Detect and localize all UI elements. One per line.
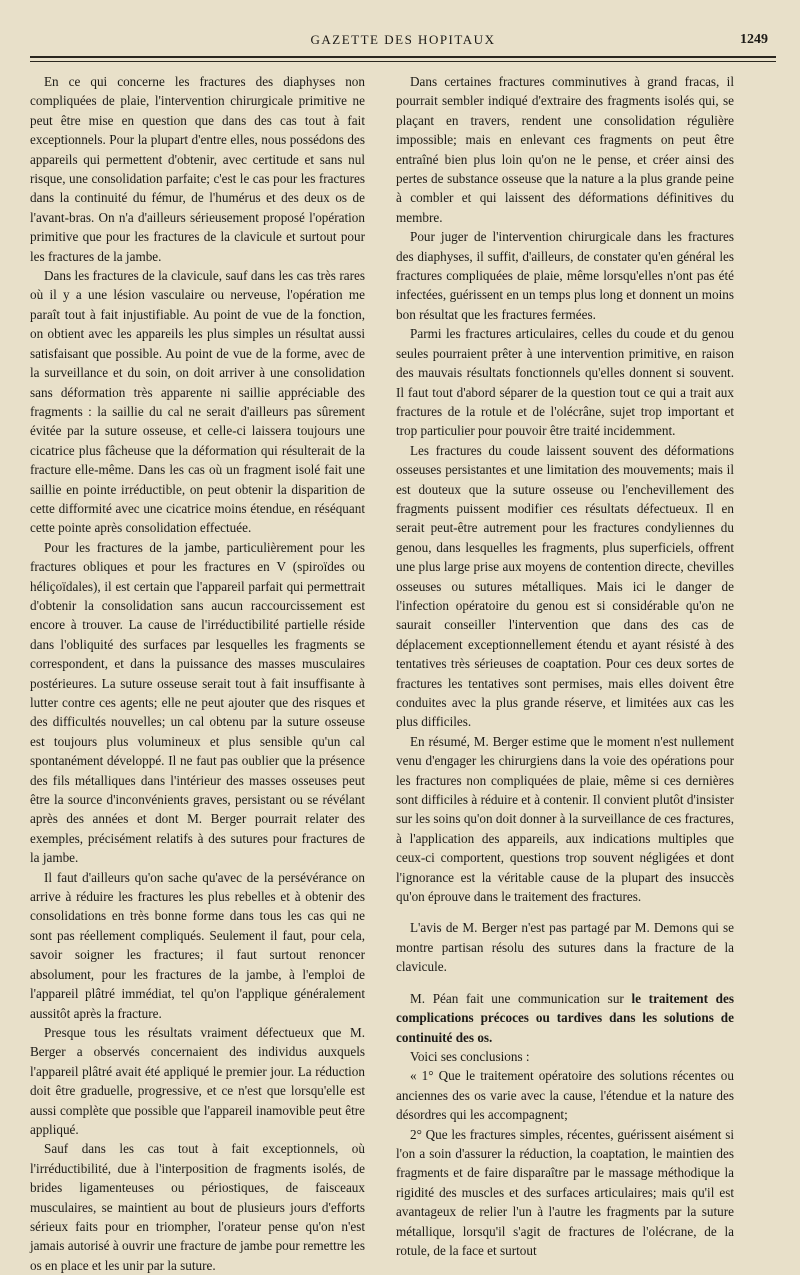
page-header: [30, 30, 776, 50]
pean-paragraph: [396, 989, 734, 1047]
right-column: [396, 72, 734, 1260]
paragraph: En résumé, M. Berger estime que le moment n'est nullement venu d'engager les chirurgiens dans la voie des opérations pour les fractures non compliquées de plaie, même si ces dernières sont difficiles à réduire et à contenir. Il convient plutôt d'insister sur les soins qu'on doit donner à la surveillance de ces fractures, à l'application des appareils, aux indications multiples que ceux-ci comportent, questions trop souvent négligées et dont l'ignorance est la véritable cause de la plupart des insuccès qu'on éprouve dans le traitement des fractures.: [396, 733, 734, 905]
paragraph: Pour juger de l'intervention chirurgicale dans les fractures des diaphyses, il suffit, d'ailleurs, de constater qu'en général les fractures compliquées de plaie, même lorsqu'elles n'ont pas été infectées, guérissent en un temps plus long et donnent un moins bon résultat que les fractures fermées.: [396, 229, 734, 322]
conclusions-intro: Voici ses conclusions :: [410, 1048, 530, 1064]
paragraph: Sauf dans les cas tout à fait exceptionnels, où l'irréductibilité, due à l'interposition de fragments isolés, de brides ligamenteuses ou périostiques, de faisceaux musculaires, se maintient au bout de plusieurs jours d'efforts sérieux faits pour en triompher, l'orateur pense qu'on n'est jamais autorisé à ouvrir une fracture de jambe pour remettre les os en place et les unir par la suture.: [30, 1141, 365, 1273]
paragraph: Les fractures du coude laissent souvent des déformations osseuses persistantes et une limitation des mouvements; mais il est douteux que la suture osseuse ou l'enchevillement des fragments puissent modifier ces résultats défectueux. Il en serait peut-être autrement pour les fractures condyliennes du genou, dans lesquelles les fragments, plus superficiels, offrent une plus large prise aux moyens de contention directe, chevilles osseuses ou sutures métalliques. Mais ici le danger de l'infection opératoire du genou est si considérable qu'on ne saurait conseiller l'intervention que dans des cas de déplacement exceptionnellement étendu et ayant résisté à des tentatives très sérieuses de coaptation. Pour ces deux sortes de fractures les tentatives sont permises, mais elles doivent être conduites avec la plus grande réserve, et limitées aux cas les plus difficiles.: [396, 442, 734, 730]
conclusion-item: « 1° Que le traitement opératoire des solutions récentes ou anciennes des os varie avec la cause, l'étendue et la nature des désordres qui les accompagnent;: [396, 1068, 734, 1123]
paragraph: Parmi les fractures articulaires, celles du coude et du genou seules pourraient prêter à une intervention primitive, en raison des mauvais résultats fonctionnels qu'elles donnent si souvent. Il faut tout d'abord séparer de la question tout ce qui a trait aux fractures de la rotule et de l'olécrâne, sujet trop important et trop particulier pour pouvoir être traité incidemment.: [396, 326, 734, 439]
page-number: 1249: [740, 32, 768, 47]
header-rule-thin: [30, 61, 776, 62]
journal-title: GAZETTE DES HOPITAUX: [310, 32, 496, 47]
paragraph: Dans certaines fractures comminutives à grand fracas, il pourrait sembler indiqué d'extraire des fragments isolés qui, se plaçant en travers, rendent une consolidation régulière impossible; mais en enlevant ces fragments on peut être entraîné bien plus loin qu'on ne le pense, et créer ainsi des pertes de substance osseuse que la nature a la plus grande peine à combler et qui laissent des déformations définitives du membre.: [396, 74, 734, 225]
paragraph: Dans les fractures de la clavicule, sauf dans les cas très rares où il y a une lésion vasculaire ou nerveuse, l'opération me paraît tout à fait injustifiable. Au point de vue de la fonction, on obtient avec les appareils les plus simples un résultat aussi satisfaisant que possible. Au point de vue de la forme, avec de la surveillance et du soin, on doit arriver à une consolidation sans déformation très apparente ni saillie appréciable des fragments : la saillie du cal ne serait d'ailleurs pas sûrement évitée par la suture osseuse, et celle-ci laissera toujours une cicatrice plus fâcheuse que la déformation qui résulterait de la fracture elle-même. Dans les cas où un fragment isolé fait une saillie en pointe irréductible, on peut obtenir la disparition de cette difformité avec une cicatrice moins étendue, en réséquant cette pointe après consolidation effectuée.: [30, 268, 365, 536]
paragraph: Presque tous les résultats vraiment défectueux que M. Berger a observés concernaient des individus auxquels l'appareil plâtré avait été appliqué le premier jour. La réduction doit être graduelle, progressive, et ce n'est que lorsqu'elle est aussi complète que possible que l'appareil inamovible peut être appliqué.: [30, 1024, 365, 1137]
paragraph: En ce qui concerne les fractures des diaphyses non compliquées de plaie, l'intervention chirurgicale primitive ne peut être mise en question que dans des cas tout à fait exceptionnels. Pour la plupart d'entre elles, nous possédons des appareils qui permettent d'obtenir, avec certitude et sans nul risque, une consolidation parfaite; c'est le cas pour les fractures dans la continuité du fémur, de l'humérus et des deux os de l'avant-bras. On n'a d'ailleurs sérieusement proposé l'opération primitive que pour les fractures de la clavicule et surtout pour les fractures de la jambe.: [30, 74, 365, 264]
header-rule-thick: [30, 56, 776, 58]
paragraph: Il faut d'ailleurs qu'on sache qu'avec de la persévérance on arrive à réduire les fractures les plus rebelles et à obtenir des consolidations en très bonne forme dans tous les cas qui ne sont pas réellement compliqués. Seulement il faut, pour cela, savoir soigner les fractures; il faut surtout renoncer absolument, pour les fractures de la jambe, à l'emploi de l'appareil plâtré immédiat, tel qu'on l'applique généralement aussitôt après la fracture.: [30, 869, 365, 1021]
demons-paragraph: L'avis de M. Berger n'est pas partagé par M. Demons qui se montre partisan résolu des sutures dans la fracture de la clavicule.: [396, 920, 734, 975]
conclusion-item: 2° Que les fractures simples, récentes, guérissent aisément si l'on a soin d'assurer la réduction, la coaptation, le maintien des fragments et de faire disparaître par le massage méthodique la rigidité des muscles et des surfaces articulaires; mais qu'il est avantageux de relier l'un à l'autre les fragments par la suture métallique, lorsqu'il s'agit de fractures de l'olécrane, de la rotule, de la face et surtout: [396, 1126, 734, 1258]
pean-communication-title: le traitement des complications précoces ou tardives dans les solutions de continuité des os.: [396, 990, 734, 1045]
pean-intro: M. Péan fait une communication sur: [410, 990, 632, 1006]
left-column: [30, 72, 365, 1275]
paragraph: Pour les fractures de la jambe, particulièrement pour les fractures obliques et pour les fractures en V (spiroïdes ou héliçoïdales), il est certain que l'appareil parfait qui permettrait d'obtenir la consolidation sans aucun raccourcissement est encore à trouver. La cause de l'irréductibilité partielle réside dans l'obliquité des surfaces par lesquelles les fragments se correspondent, et dans la puissance des masses musculaires postérieures. La suture osseuse serait tout à fait insuffisante à lutter contre ces agents; elle ne peut ajouter que des risques et des difficultés nouvelles; un cal obtenu par la suture osseuse est toujours plus volumineux et plus sensible qu'un cal spontanément développé. Il ne faut pas oublier que la présence des fils métalliques dans l'intérieur des masses osseuses peut être la source d'inconvénients graves, persistant ou se révélant après des années et dont M. Berger pourrait relater des exemples, précisément relatifs à des sutures pour fractures de la jambe.: [30, 539, 365, 866]
